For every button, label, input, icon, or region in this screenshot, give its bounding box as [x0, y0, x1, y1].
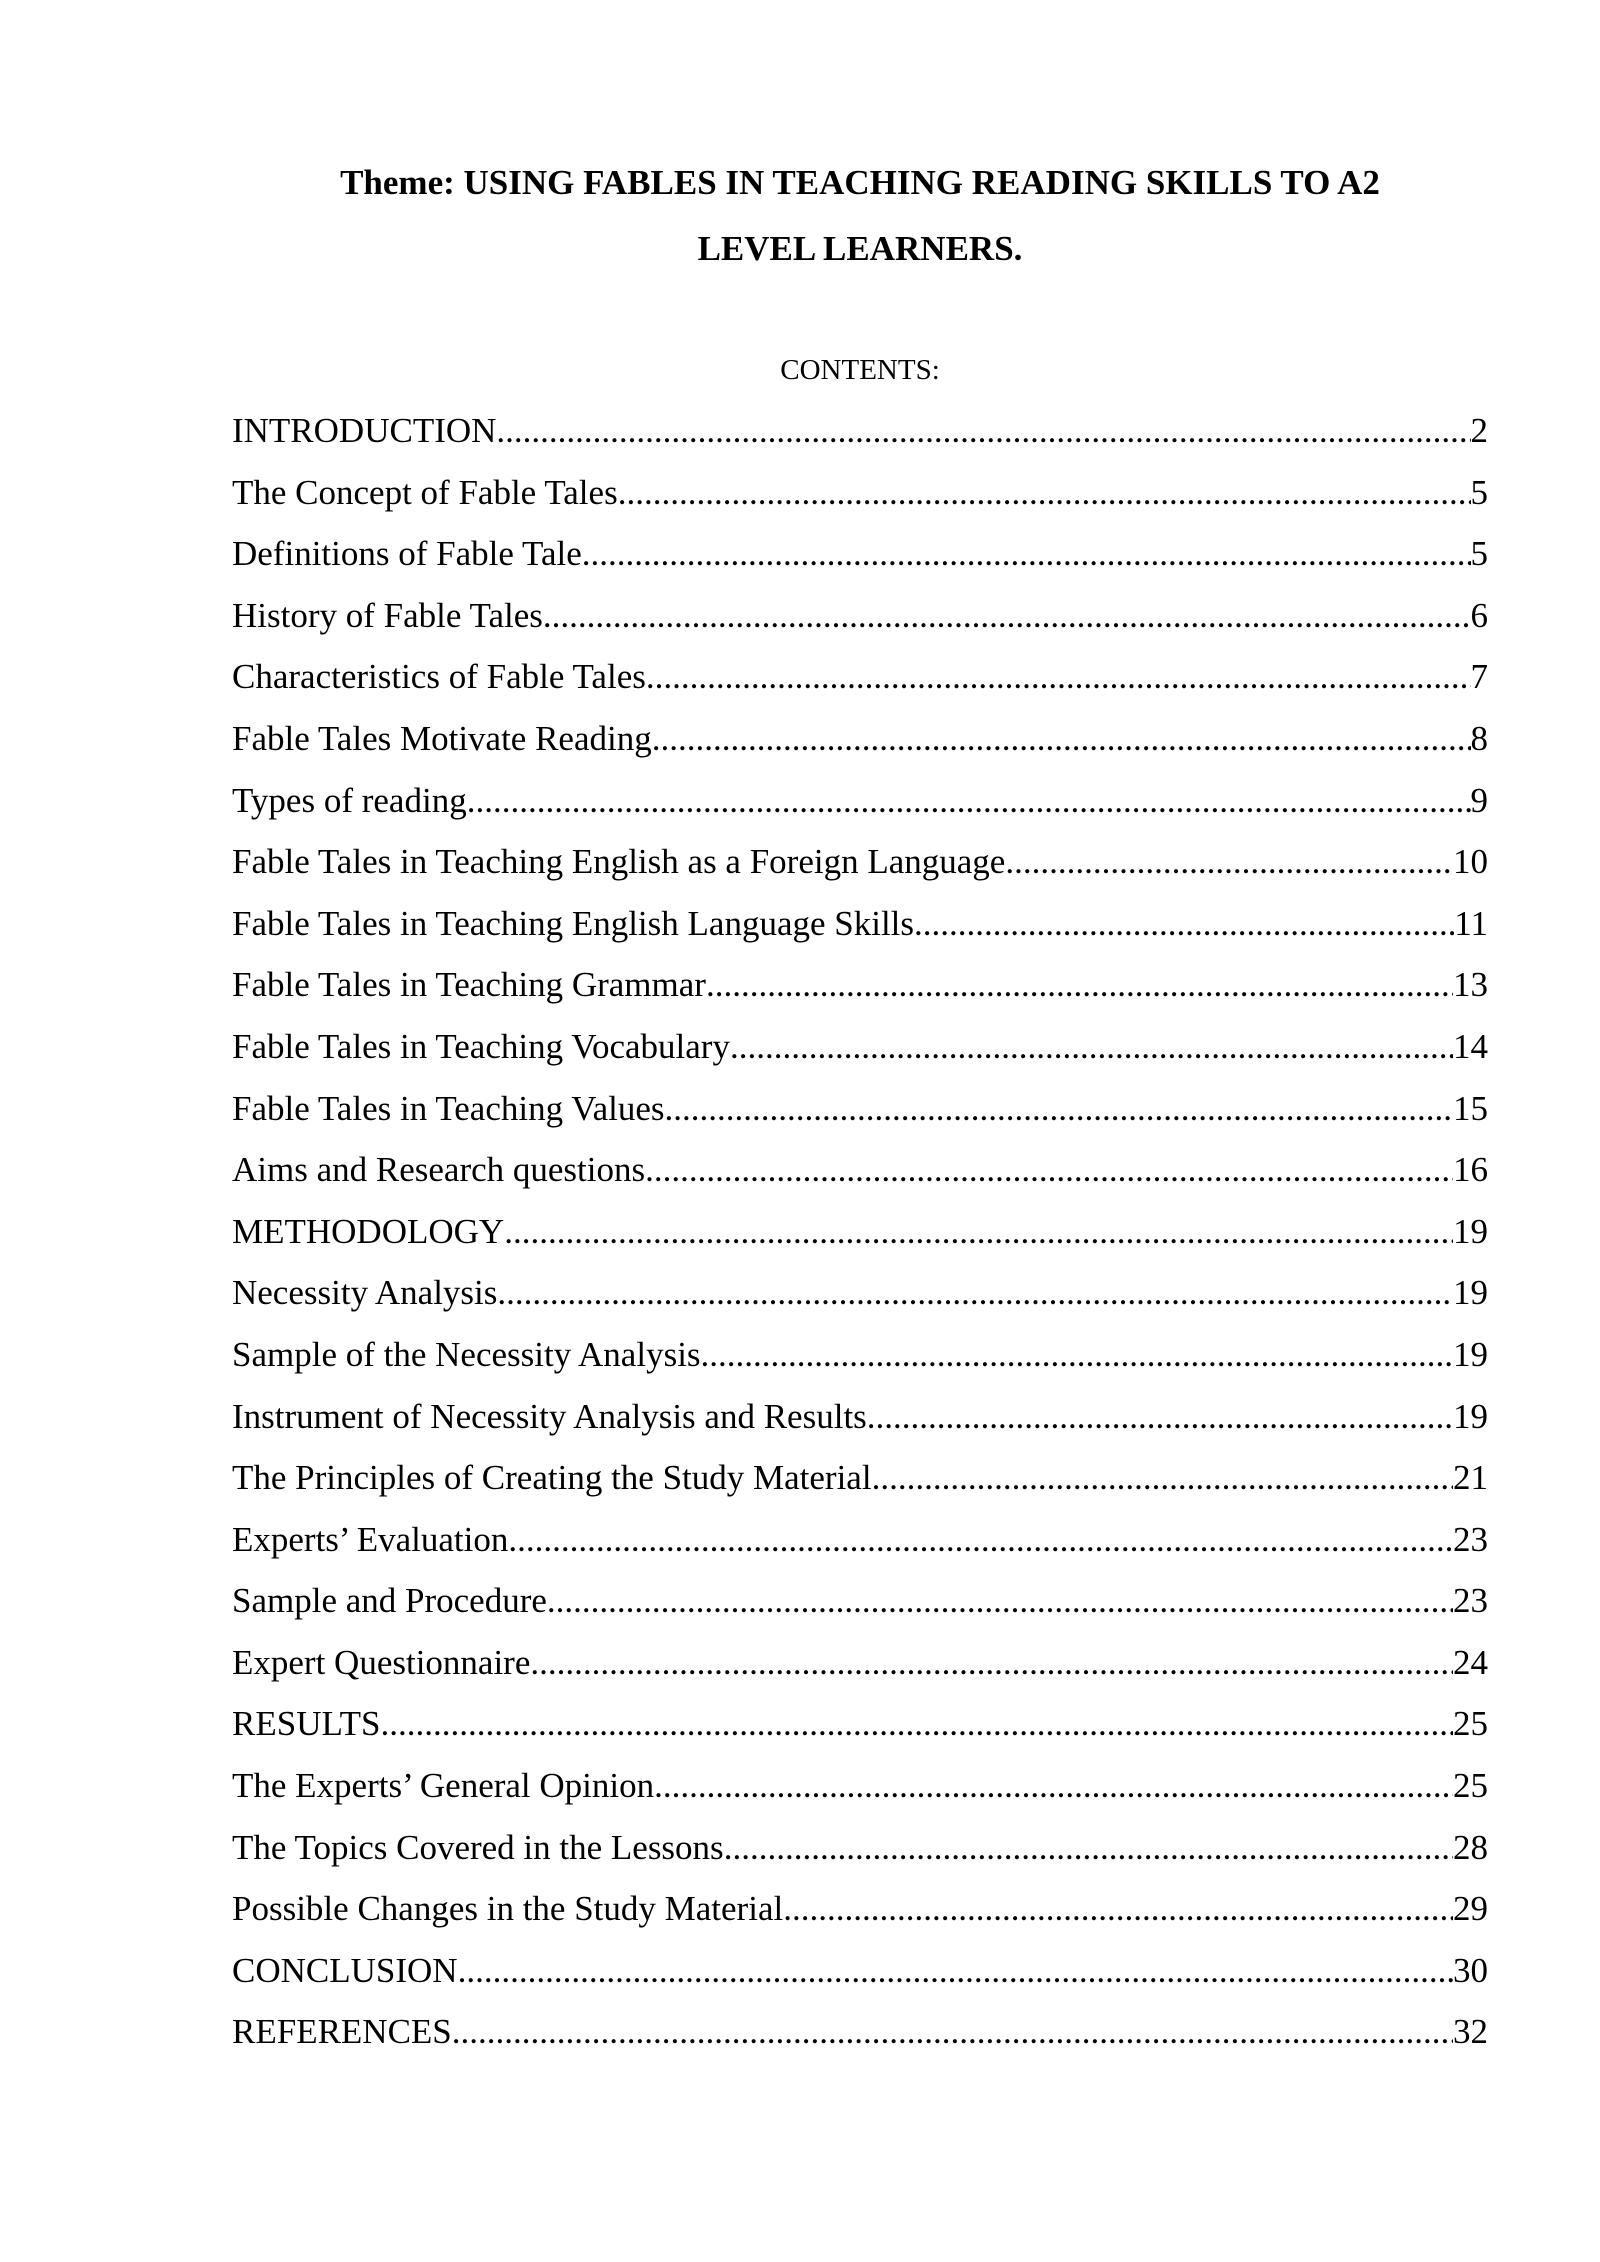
toc-entry-page-number: 25 — [1453, 1766, 1488, 1806]
toc-entry[interactable] — [232, 893, 1488, 955]
document-title — [232, 150, 1488, 282]
toc-entry-title: Fable Tales Motivate Reading — [232, 718, 652, 758]
toc-entry[interactable] — [232, 1940, 1488, 2002]
toc-entry[interactable] — [232, 1201, 1488, 1263]
toc-entry-title: Sample of the Necessity Analysis — [232, 1334, 701, 1374]
toc-entry[interactable] — [232, 1878, 1488, 1940]
toc-entry[interactable] — [232, 646, 1488, 708]
toc-entry-page-number: 11 — [1454, 903, 1488, 943]
toc-entry-title: RESULTS — [232, 1704, 381, 1744]
toc-entry-title: Expert Questionnaire — [232, 1642, 531, 1682]
toc-entry[interactable] — [232, 708, 1488, 770]
toc-dot-leader — [867, 1386, 1453, 1448]
toc-dot-leader — [654, 1755, 1453, 1817]
toc-entry[interactable] — [232, 2001, 1488, 2063]
toc-entry-title: Aims and Research questions — [232, 1150, 646, 1190]
toc-entry-title: Characteristics of Fable Tales — [232, 657, 646, 697]
toc-dot-leader — [730, 1016, 1453, 1078]
toc-entry-page-number: 10 — [1453, 842, 1488, 882]
toc-dot-leader — [467, 770, 1471, 832]
toc-dot-leader — [646, 646, 1471, 708]
toc-entry-title: The Topics Covered in the Lessons — [232, 1827, 724, 1867]
toc-entry-page-number: 16 — [1453, 1150, 1488, 1190]
toc-entry[interactable] — [232, 770, 1488, 832]
toc-entry-page-number: 19 — [1453, 1396, 1488, 1436]
toc-entry-page-number: 5 — [1470, 534, 1488, 574]
toc-entry-title: The Concept of Fable Tales — [232, 472, 618, 512]
toc-entry-title: Fable Tales in Teaching Vocabulary — [232, 1026, 730, 1066]
toc-entry[interactable] — [232, 1693, 1488, 1755]
toc-entry-title: METHODOLOGY — [232, 1211, 505, 1251]
toc-entry-page-number: 19 — [1453, 1211, 1488, 1251]
toc-entry[interactable] — [232, 462, 1488, 524]
toc-entry-page-number: 8 — [1470, 718, 1488, 758]
toc-entry[interactable] — [232, 585, 1488, 647]
toc-entry-page-number: 23 — [1453, 1581, 1488, 1621]
table-of-contents — [232, 400, 1488, 2063]
toc-dot-leader — [504, 1201, 1453, 1263]
toc-entry[interactable] — [232, 1632, 1488, 1694]
toc-entry[interactable] — [232, 1570, 1488, 1632]
toc-dot-leader — [872, 1447, 1453, 1509]
toc-entry[interactable] — [232, 954, 1488, 1016]
toc-entry-title: The Principles of Creating the Study Material — [232, 1458, 872, 1498]
toc-entry-page-number: 19 — [1453, 1334, 1488, 1374]
toc-entry[interactable] — [232, 1324, 1488, 1386]
toc-dot-leader — [543, 585, 1471, 647]
toc-dot-leader — [458, 1940, 1453, 2002]
toc-dot-leader — [618, 462, 1471, 524]
toc-entry-title: Experts’ Evaluation — [232, 1519, 509, 1559]
toc-entry-title: Fable Tales in Teaching Grammar — [232, 965, 706, 1005]
toc-entry-page-number: 6 — [1470, 595, 1488, 635]
toc-entry-title: The Experts’ General Opinion — [232, 1766, 655, 1806]
toc-dot-leader — [497, 1262, 1453, 1324]
toc-entry[interactable] — [232, 1817, 1488, 1879]
toc-entry[interactable] — [232, 1509, 1488, 1571]
toc-dot-leader — [380, 1693, 1453, 1755]
toc-dot-leader — [508, 1509, 1453, 1571]
toc-entry[interactable] — [232, 1016, 1488, 1078]
toc-entry-title: Fable Tales in Teaching Values — [232, 1088, 665, 1128]
toc-dot-leader — [645, 1139, 1453, 1201]
toc-entry-title: INTRODUCTION — [232, 411, 497, 450]
toc-entry-title: Types of reading — [232, 780, 467, 820]
toc-entry-page-number: 9 — [1470, 780, 1488, 820]
toc-entry[interactable] — [232, 1447, 1488, 1509]
toc-entry[interactable] — [232, 1139, 1488, 1201]
toc-dot-leader — [547, 1570, 1453, 1632]
toc-entry-page-number: 23 — [1453, 1519, 1488, 1559]
toc-entry-page-number: 21 — [1453, 1458, 1488, 1498]
toc-entry-title: REFERENCES — [232, 2012, 452, 2052]
toc-dot-leader — [701, 1324, 1453, 1386]
toc-dot-leader — [914, 893, 1454, 955]
toc-entry-page-number: 30 — [1453, 1950, 1488, 1990]
toc-entry-page-number: 25 — [1453, 1704, 1488, 1744]
title-line-2: LEVEL LEARNERS. — [697, 229, 1023, 268]
toc-dot-leader — [783, 1878, 1453, 1940]
toc-dot-leader — [706, 954, 1453, 1016]
toc-entry-page-number: 28 — [1453, 1827, 1488, 1867]
toc-entry[interactable] — [232, 1262, 1488, 1324]
toc-entry-title: Fable Tales in Teaching English Language Skills — [232, 903, 915, 943]
toc-entry-page-number: 2 — [1470, 411, 1488, 450]
toc-entry-page-number: 13 — [1453, 965, 1488, 1005]
toc-entry-title: Necessity Analysis — [232, 1273, 498, 1313]
toc-entry-page-number: 24 — [1453, 1642, 1488, 1682]
toc-entry-title: Possible Changes in the Study Material — [232, 1889, 784, 1929]
toc-entry-page-number: 19 — [1453, 1273, 1488, 1313]
toc-dot-leader — [652, 708, 1471, 770]
toc-entry-title: Sample and Procedure — [232, 1581, 547, 1621]
toc-dot-leader — [530, 1632, 1453, 1694]
toc-dot-leader — [1005, 831, 1453, 893]
toc-entry[interactable] — [232, 400, 1488, 462]
toc-entry-title: Fable Tales in Teaching English as a Foreign Language — [232, 842, 1006, 882]
toc-dot-leader — [496, 400, 1470, 462]
contents-heading: CONTENTS: — [780, 354, 940, 386]
toc-entry-page-number: 7 — [1470, 657, 1488, 697]
toc-entry-title: Definitions of Fable Tale — [232, 534, 582, 574]
toc-entry-page-number: 5 — [1470, 472, 1488, 512]
toc-entry[interactable] — [232, 1755, 1488, 1817]
toc-entry-title: Instrument of Necessity Analysis and Results — [232, 1396, 867, 1436]
toc-dot-leader — [724, 1817, 1453, 1879]
title-line-1: Theme: USING FABLES IN TEACHING READING SKILLS TO A2 — [340, 163, 1380, 202]
toc-entry[interactable] — [232, 1386, 1488, 1448]
toc-dot-leader — [582, 523, 1471, 585]
toc-entry[interactable] — [232, 1078, 1488, 1140]
toc-entry-page-number: 15 — [1453, 1088, 1488, 1128]
toc-entry-title: CONCLUSION — [232, 1950, 458, 1990]
toc-entry-page-number: 14 — [1453, 1026, 1488, 1066]
toc-entry[interactable] — [232, 523, 1488, 585]
toc-entry-page-number: 32 — [1453, 2012, 1488, 2052]
toc-entry-page-number: 29 — [1453, 1889, 1488, 1929]
toc-dot-leader — [452, 2001, 1453, 2063]
toc-dot-leader — [665, 1078, 1453, 1140]
toc-entry-title: History of Fable Tales — [232, 595, 543, 635]
toc-entry[interactable] — [232, 831, 1488, 893]
